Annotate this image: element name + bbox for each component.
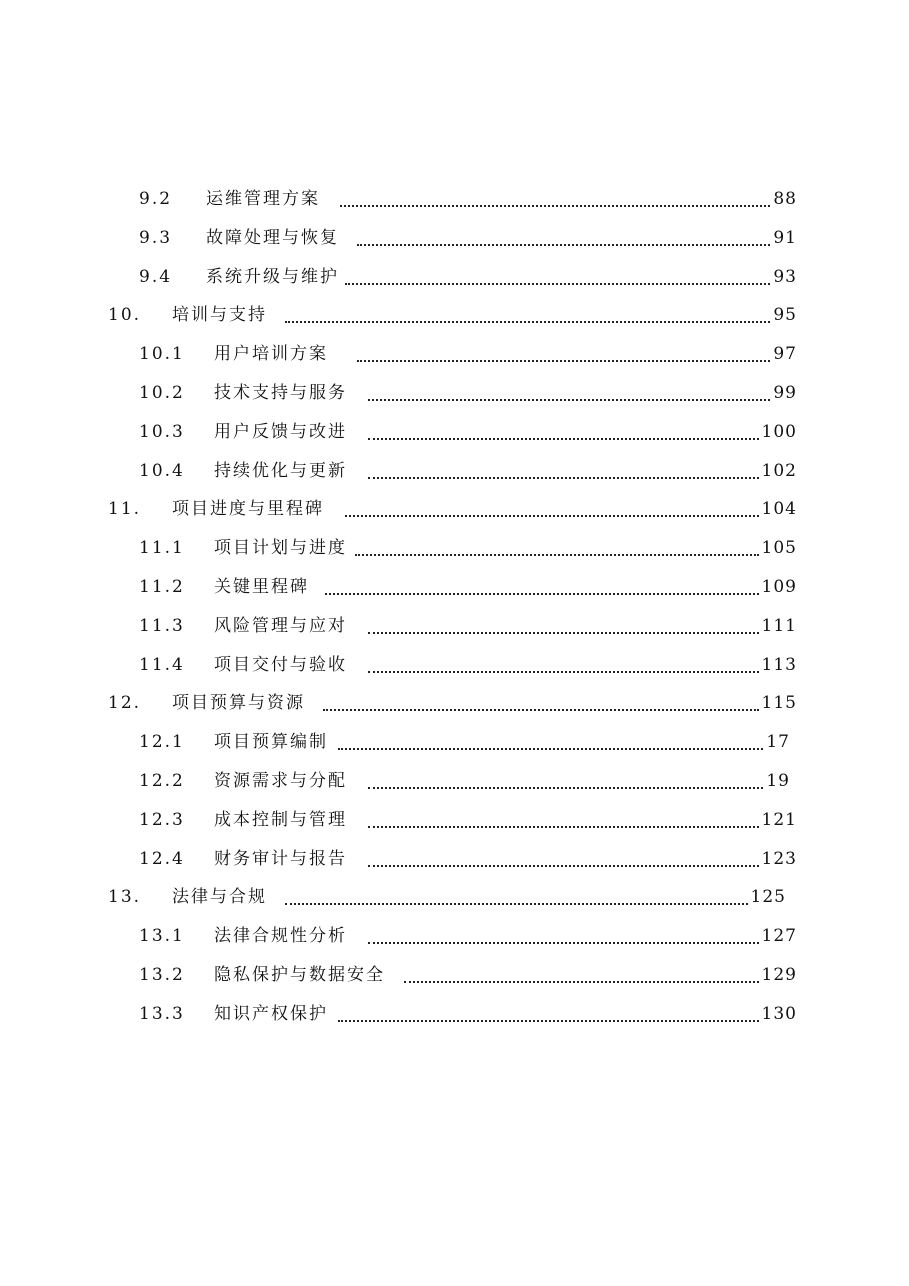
toc-entry-number: 13. bbox=[108, 887, 142, 908]
toc-entry-page-number: 129 bbox=[761, 964, 797, 985]
toc-entry[interactable] bbox=[0, 878, 909, 917]
toc-entry-title: 财务审计与报告 bbox=[214, 848, 347, 869]
toc-entry-number: 10.3 bbox=[139, 421, 185, 442]
toc-entry-page-number: 113 bbox=[761, 654, 797, 675]
toc-entry-page-number: 115 bbox=[761, 693, 797, 714]
toc-entry[interactable] bbox=[0, 258, 909, 297]
toc-entry-page-number: 105 bbox=[761, 538, 797, 559]
toc-entry-number: 11.2 bbox=[139, 576, 185, 597]
toc-dot-leader bbox=[285, 881, 748, 905]
toc-dot-leader bbox=[368, 455, 759, 479]
toc-entry[interactable] bbox=[0, 413, 909, 452]
toc-entry-title: 法律与合规 bbox=[172, 887, 267, 908]
toc-dot-leader bbox=[357, 222, 770, 246]
toc-entry-page-number: 91 bbox=[773, 227, 797, 248]
toc-dot-leader bbox=[404, 959, 759, 983]
toc-dot-leader bbox=[285, 299, 770, 323]
toc-entry[interactable] bbox=[0, 762, 909, 801]
toc-entry-number: 10.1 bbox=[139, 344, 185, 365]
toc-entry-number: 9.3 bbox=[139, 227, 173, 248]
toc-entry-title: 法律合规性分析 bbox=[214, 926, 347, 947]
toc-entry-page-number: 99 bbox=[773, 382, 797, 403]
toc-entry-number: 10.2 bbox=[139, 382, 185, 403]
toc-entry-number: 13.1 bbox=[139, 926, 185, 947]
toc-entry-number: 11. bbox=[108, 499, 142, 520]
toc-entry-page-number: 93 bbox=[773, 266, 797, 287]
toc-dot-leader bbox=[368, 804, 759, 828]
toc-entry[interactable] bbox=[0, 995, 909, 1034]
toc-entry-number: 9.4 bbox=[139, 266, 173, 287]
toc-dot-leader bbox=[355, 532, 759, 556]
toc-entry-number: 10.4 bbox=[139, 460, 185, 481]
toc-entry-number: 12.2 bbox=[139, 770, 185, 791]
toc-entry-page-number: 97 bbox=[773, 344, 797, 365]
toc-dot-leader bbox=[345, 493, 759, 517]
toc-entry-page-number: 100 bbox=[761, 421, 797, 442]
toc-entry-page-number: 104 bbox=[761, 499, 797, 520]
toc-entry-title: 项目计划与进度 bbox=[214, 538, 347, 559]
toc-entry-page-number: 111 bbox=[761, 615, 797, 636]
toc-entry-number: 13.2 bbox=[139, 964, 185, 985]
toc-entry[interactable] bbox=[0, 374, 909, 413]
toc-entry-number: 11.1 bbox=[139, 538, 185, 559]
toc-entry-title: 系统升级与维护 bbox=[206, 266, 339, 287]
toc-entry[interactable] bbox=[0, 219, 909, 258]
toc-entry-title: 隐私保护与数据安全 bbox=[214, 964, 385, 985]
toc-dot-leader bbox=[368, 843, 759, 867]
toc-entry[interactable] bbox=[0, 684, 909, 723]
toc-entry[interactable] bbox=[0, 840, 909, 879]
toc-entry[interactable] bbox=[0, 956, 909, 995]
toc-entry-title: 故障处理与恢复 bbox=[206, 227, 339, 248]
toc-dot-leader bbox=[368, 377, 770, 401]
toc-dot-leader bbox=[368, 416, 759, 440]
toc-entry-title: 知识产权保护 bbox=[214, 1003, 328, 1024]
toc-entry-title: 持续优化与更新 bbox=[214, 460, 347, 481]
toc-dot-leader bbox=[368, 765, 763, 789]
toc-entry-page-number: 121 bbox=[761, 809, 797, 830]
toc-entry[interactable] bbox=[0, 801, 909, 840]
toc-entry-title: 用户培训方案 bbox=[214, 344, 328, 365]
toc-entry[interactable] bbox=[0, 452, 909, 491]
toc-dot-leader bbox=[368, 920, 759, 944]
toc-entry[interactable] bbox=[0, 723, 909, 762]
toc-entry-page-number: 125 bbox=[750, 887, 786, 908]
toc-entry[interactable] bbox=[0, 646, 909, 685]
toc-dot-leader bbox=[338, 998, 759, 1022]
toc-entry-page-number: 127 bbox=[761, 926, 797, 947]
toc-entry-page-number: 95 bbox=[773, 305, 797, 326]
toc-entry[interactable] bbox=[0, 296, 909, 335]
toc-entry-number: 12.1 bbox=[139, 732, 185, 753]
toc-entry-number: 12.3 bbox=[139, 809, 185, 830]
toc-entry-number: 11.3 bbox=[139, 615, 185, 636]
toc-entry-page-number: 130 bbox=[761, 1003, 797, 1024]
toc-entry-title: 关键里程碑 bbox=[214, 576, 309, 597]
toc-entry[interactable] bbox=[0, 917, 909, 956]
toc-entry[interactable] bbox=[0, 568, 909, 607]
toc-dot-leader bbox=[338, 726, 763, 750]
toc-entry-number: 13.3 bbox=[139, 1003, 185, 1024]
toc-entry-title: 资源需求与分配 bbox=[214, 770, 347, 791]
toc-entry[interactable] bbox=[0, 490, 909, 529]
toc-entry-page-number: 102 bbox=[761, 460, 797, 481]
toc-entry-page-number: 88 bbox=[773, 189, 797, 209]
toc-dot-leader bbox=[345, 261, 770, 285]
toc-entry[interactable] bbox=[0, 529, 909, 568]
toc-entry-title: 项目预算编制 bbox=[214, 732, 328, 753]
toc-entry-title: 成本控制与管理 bbox=[214, 809, 347, 830]
toc-entry[interactable] bbox=[0, 335, 909, 374]
toc-entry-title: 用户反馈与改进 bbox=[214, 421, 347, 442]
toc-entry-number: 9.2 bbox=[139, 189, 173, 209]
toc-entry-number: 12.4 bbox=[139, 848, 185, 869]
toc-dot-leader bbox=[323, 687, 759, 711]
toc-dot-leader bbox=[368, 610, 759, 634]
toc-entry-page-number: 109 bbox=[761, 576, 797, 597]
toc-entry-title: 培训与支持 bbox=[172, 305, 267, 326]
toc-entry-title: 项目进度与里程碑 bbox=[172, 499, 324, 520]
toc-entry[interactable] bbox=[0, 180, 909, 219]
table-of-contents bbox=[0, 180, 909, 1034]
toc-entry-title: 项目预算与资源 bbox=[172, 693, 305, 714]
toc-dot-leader bbox=[368, 649, 759, 673]
toc-entry-page-number: 19 bbox=[766, 770, 790, 791]
toc-entry-title: 风险管理与应对 bbox=[214, 615, 347, 636]
toc-dot-leader bbox=[357, 338, 770, 362]
toc-dot-leader bbox=[340, 183, 770, 207]
toc-entry-page-number: 17 bbox=[766, 732, 790, 753]
toc-entry-number: 10. bbox=[108, 305, 142, 326]
toc-entry[interactable] bbox=[0, 607, 909, 646]
toc-entry-number: 12. bbox=[108, 693, 142, 714]
toc-entry-number: 11.4 bbox=[139, 654, 185, 675]
toc-entry-title: 技术支持与服务 bbox=[214, 382, 347, 403]
toc-entry-title: 项目交付与验收 bbox=[214, 654, 347, 675]
toc-dot-leader bbox=[325, 571, 759, 595]
toc-entry-title: 运维管理方案 bbox=[206, 189, 320, 209]
toc-entry-page-number: 123 bbox=[761, 848, 797, 869]
